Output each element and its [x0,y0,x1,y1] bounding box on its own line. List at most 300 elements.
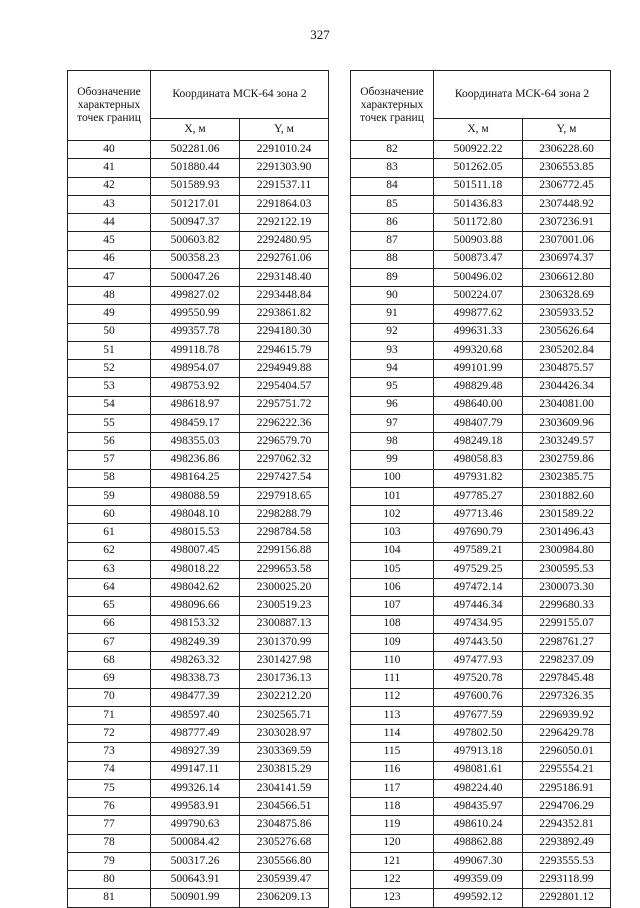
point-id-cell: 123 [351,889,434,907]
table-row [351,268,611,286]
y-coordinate-cell: 2302212.20 [240,688,329,706]
x-coordinate-cell: 498777.49 [151,725,240,743]
point-id-cell: 41 [68,159,151,177]
coord-system-header: Координата МСК-64 зона 2 [151,71,329,119]
table-row [351,761,611,779]
x-coordinate-cell: 498829.48 [434,378,523,396]
point-id-cell: 83 [351,159,434,177]
y-coordinate-cell: 2307001.06 [523,232,611,250]
y-coordinate-cell: 2299653.58 [240,560,329,578]
table-row [68,287,329,305]
table-row [68,214,329,232]
table-row [68,560,329,578]
x-coordinate-cell: 501436.83 [434,195,523,213]
point-id-cell: 53 [68,378,151,396]
point-id-cell: 99 [351,451,434,469]
point-id-cell: 74 [68,761,151,779]
table-row [351,542,611,560]
table-row [351,414,611,432]
table-row [68,433,329,451]
table-row [68,779,329,797]
y-header: Y, м [240,119,329,141]
table-row [68,524,329,542]
table-row [351,597,611,615]
table-row [68,141,329,159]
x-coordinate-cell: 497472.14 [434,579,523,597]
point-id-cell: 71 [68,706,151,724]
table-row [351,816,611,834]
y-coordinate-cell: 2293892.49 [523,834,611,852]
y-coordinate-cell: 2296579.70 [240,433,329,451]
coord-system-header: Координата МСК-64 зона 2 [434,71,611,119]
table-row [351,706,611,724]
x-coordinate-cell: 497446.34 [434,597,523,615]
table-row [68,743,329,761]
page-number: 327 [310,27,330,42]
y-coordinate-cell: 2301370.99 [240,633,329,651]
y-coordinate-cell: 2298288.79 [240,506,329,524]
table-row [68,323,329,341]
point-id-cell: 97 [351,414,434,432]
point-id-cell: 92 [351,323,434,341]
table-row [68,195,329,213]
y-coordinate-cell: 2302759.86 [523,451,611,469]
y-coordinate-cell: 2306772.45 [523,177,611,195]
point-id-cell: 105 [351,560,434,578]
table-row [351,232,611,250]
x-coordinate-cell: 500643.91 [151,871,240,889]
point-id-cell: 51 [68,341,151,359]
point-id-cell: 91 [351,305,434,323]
coordinates-table-left [67,70,329,908]
x-coordinate-cell: 498640.00 [434,396,523,414]
x-coordinate-cell: 501589.93 [151,177,240,195]
x-coordinate-cell: 501262.05 [434,159,523,177]
y-coordinate-cell: 2292480.95 [240,232,329,250]
table-row [351,688,611,706]
y-coordinate-cell: 2304426.34 [523,378,611,396]
y-coordinate-cell: 2294949.88 [240,360,329,378]
table-row [68,378,329,396]
y-coordinate-cell: 2303249.57 [523,433,611,451]
table-row [68,305,329,323]
x-coordinate-cell: 499592.12 [434,889,523,907]
point-id-cell: 63 [68,560,151,578]
y-coordinate-cell: 2305933.52 [523,305,611,323]
x-coordinate-cell: 498355.03 [151,433,240,451]
point-id-cell: 98 [351,433,434,451]
y-coordinate-cell: 2305939.47 [240,871,329,889]
point-id-cell: 52 [68,360,151,378]
x-coordinate-cell: 501172.80 [434,214,523,232]
table-row [351,451,611,469]
point-id-cell: 64 [68,579,151,597]
point-id-cell: 70 [68,688,151,706]
y-coordinate-cell: 2298761.27 [523,633,611,651]
y-header: Y, м [523,119,611,141]
point-id-cell: 56 [68,433,151,451]
table-row [351,779,611,797]
y-coordinate-cell: 2300887.13 [240,615,329,633]
x-coordinate-cell: 500358.23 [151,250,240,268]
table-row [351,725,611,743]
x-coordinate-cell: 497913.18 [434,743,523,761]
y-coordinate-cell: 2291864.03 [240,195,329,213]
table-row [351,670,611,688]
point-id-cell: 58 [68,469,151,487]
x-coordinate-cell: 497589.21 [434,542,523,560]
point-id-cell: 67 [68,633,151,651]
point-id-cell: 54 [68,396,151,414]
x-coordinate-cell: 498610.24 [434,816,523,834]
point-id-cell: 121 [351,852,434,870]
table-row [351,852,611,870]
point-id-cell: 66 [68,615,151,633]
y-coordinate-cell: 2300025.20 [240,579,329,597]
x-coordinate-cell: 500903.88 [434,232,523,250]
point-id-cell: 65 [68,597,151,615]
table-row [68,414,329,432]
table-row [351,195,611,213]
point-id-cell: 116 [351,761,434,779]
x-coordinate-cell: 499827.02 [151,287,240,305]
y-coordinate-cell: 2305202.84 [523,341,611,359]
point-id-cell: 104 [351,542,434,560]
point-id-cell: 57 [68,451,151,469]
table-row [68,670,329,688]
y-coordinate-cell: 2301496.43 [523,524,611,542]
y-coordinate-cell: 2293148.40 [240,268,329,286]
table-row [351,177,611,195]
y-coordinate-cell: 2299156.88 [240,542,329,560]
point-id-cell: 62 [68,542,151,560]
x-coordinate-cell: 497677.59 [434,706,523,724]
x-coordinate-cell: 497600.76 [434,688,523,706]
y-coordinate-cell: 2296939.92 [523,706,611,724]
y-coordinate-cell: 2300073.30 [523,579,611,597]
point-id-cell: 85 [351,195,434,213]
y-coordinate-cell: 2294615.79 [240,341,329,359]
y-coordinate-cell: 2293555.53 [523,852,611,870]
point-id-cell: 108 [351,615,434,633]
y-coordinate-cell: 2297918.65 [240,487,329,505]
table-row [351,506,611,524]
x-coordinate-cell: 498096.66 [151,597,240,615]
point-id-cell: 78 [68,834,151,852]
point-id-cell: 113 [351,706,434,724]
table-row [351,250,611,268]
point-id-cell: 115 [351,743,434,761]
point-id-cell: 106 [351,579,434,597]
y-coordinate-cell: 2306228.60 [523,141,611,159]
x-coordinate-cell: 498224.40 [434,779,523,797]
point-id-cell: 100 [351,469,434,487]
table-row [351,524,611,542]
x-coordinate-cell: 498249.39 [151,633,240,651]
x-coordinate-cell: 498954.07 [151,360,240,378]
y-coordinate-cell: 2304875.57 [523,360,611,378]
point-id-cell: 86 [351,214,434,232]
table-row [68,798,329,816]
point-id-cell: 82 [351,141,434,159]
table-row [351,159,611,177]
y-coordinate-cell: 2305626.64 [523,323,611,341]
y-coordinate-cell: 2306209.13 [240,889,329,907]
y-coordinate-cell: 2295751.72 [240,396,329,414]
y-coordinate-cell: 2301736.13 [240,670,329,688]
x-coordinate-cell: 501217.01 [151,195,240,213]
y-coordinate-cell: 2306328.69 [523,287,611,305]
x-coordinate-cell: 498338.73 [151,670,240,688]
y-coordinate-cell: 2304081.00 [523,396,611,414]
point-id-cell: 120 [351,834,434,852]
table-row [68,268,329,286]
y-coordinate-cell: 2306553.85 [523,159,611,177]
x-coordinate-cell: 498058.83 [434,451,523,469]
x-coordinate-cell: 500603.82 [151,232,240,250]
y-coordinate-cell: 2296050.01 [523,743,611,761]
table-row [68,688,329,706]
point-id-cell: 107 [351,597,434,615]
y-coordinate-cell: 2296429.78 [523,725,611,743]
x-coordinate-cell: 497931.82 [434,469,523,487]
x-coordinate-cell: 498088.59 [151,487,240,505]
coordinates-table-right [350,70,611,908]
y-coordinate-cell: 2297427.54 [240,469,329,487]
table-row [351,214,611,232]
point-id-cell: 88 [351,250,434,268]
table-row [68,597,329,615]
y-coordinate-cell: 2305566.80 [240,852,329,870]
x-coordinate-cell: 498081.61 [434,761,523,779]
x-coordinate-cell: 500224.07 [434,287,523,305]
x-coordinate-cell: 499631.33 [434,323,523,341]
point-id-cell: 110 [351,652,434,670]
point-header: Обозначение характерных точек границ [68,71,151,141]
table-row [68,396,329,414]
x-coordinate-cell: 499326.14 [151,779,240,797]
table-row [351,633,611,651]
table-row [68,652,329,670]
point-id-cell: 95 [351,378,434,396]
y-coordinate-cell: 2295404.57 [240,378,329,396]
y-coordinate-cell: 2297326.35 [523,688,611,706]
y-coordinate-cell: 2305276.68 [240,834,329,852]
table-row [68,889,329,907]
x-coordinate-cell: 498018.22 [151,560,240,578]
y-coordinate-cell: 2299155.07 [523,615,611,633]
table-row [68,341,329,359]
table-row [351,396,611,414]
table-row [68,725,329,743]
x-coordinate-cell: 497713.46 [434,506,523,524]
point-id-cell: 76 [68,798,151,816]
x-coordinate-cell: 499359.09 [434,871,523,889]
table-row [351,889,611,907]
y-coordinate-cell: 2298237.09 [523,652,611,670]
y-coordinate-cell: 2302565.71 [240,706,329,724]
x-coordinate-cell: 497443.50 [434,633,523,651]
point-id-cell: 60 [68,506,151,524]
x-header: X, м [151,119,240,141]
y-coordinate-cell: 2303815.29 [240,761,329,779]
point-id-cell: 77 [68,816,151,834]
x-coordinate-cell: 500922.22 [434,141,523,159]
table-row [351,743,611,761]
table-row [351,341,611,359]
x-coordinate-cell: 497785.27 [434,487,523,505]
point-id-cell: 50 [68,323,151,341]
y-coordinate-cell: 2300984.80 [523,542,611,560]
x-header: X, м [434,119,523,141]
y-coordinate-cell: 2304875.86 [240,816,329,834]
y-coordinate-cell: 2295554.21 [523,761,611,779]
x-coordinate-cell: 498164.25 [151,469,240,487]
y-coordinate-cell: 2297845.48 [523,670,611,688]
point-header: Обозначение характерных точек границ [351,71,434,141]
x-coordinate-cell: 499101.99 [434,360,523,378]
point-id-cell: 102 [351,506,434,524]
point-id-cell: 118 [351,798,434,816]
x-coordinate-cell: 501511.18 [434,177,523,195]
y-coordinate-cell: 2303369.59 [240,743,329,761]
x-coordinate-cell: 498435.97 [434,798,523,816]
y-coordinate-cell: 2306612.80 [523,268,611,286]
x-coordinate-cell: 500084.42 [151,834,240,852]
point-id-cell: 69 [68,670,151,688]
y-coordinate-cell: 2303028.97 [240,725,329,743]
table-row [351,487,611,505]
table-row [68,761,329,779]
y-coordinate-cell: 2302385.75 [523,469,611,487]
y-coordinate-cell: 2300595.53 [523,560,611,578]
y-coordinate-cell: 2294706.29 [523,798,611,816]
point-id-cell: 101 [351,487,434,505]
point-id-cell: 94 [351,360,434,378]
point-id-cell: 42 [68,177,151,195]
table-row [351,360,611,378]
table-row [68,816,329,834]
point-id-cell: 55 [68,414,151,432]
point-id-cell: 112 [351,688,434,706]
point-id-cell: 93 [351,341,434,359]
point-id-cell: 46 [68,250,151,268]
y-coordinate-cell: 2291303.90 [240,159,329,177]
x-coordinate-cell: 501880.44 [151,159,240,177]
x-coordinate-cell: 500901.99 [151,889,240,907]
point-id-cell: 68 [68,652,151,670]
y-coordinate-cell: 2295186.91 [523,779,611,797]
y-coordinate-cell: 2301589.22 [523,506,611,524]
x-coordinate-cell: 497520.78 [434,670,523,688]
table-row [68,360,329,378]
table-row [68,250,329,268]
y-coordinate-cell: 2307236.91 [523,214,611,232]
table-row [351,323,611,341]
table-row [68,451,329,469]
table-row [68,542,329,560]
x-coordinate-cell: 498263.32 [151,652,240,670]
x-coordinate-cell: 497477.93 [434,652,523,670]
x-coordinate-cell: 498249.18 [434,433,523,451]
table-row [351,652,611,670]
point-id-cell: 44 [68,214,151,232]
table-row [68,232,329,250]
y-coordinate-cell: 2299680.33 [523,597,611,615]
table-row [351,469,611,487]
point-id-cell: 114 [351,725,434,743]
point-id-cell: 49 [68,305,151,323]
table-row [351,141,611,159]
x-coordinate-cell: 497529.25 [434,560,523,578]
y-coordinate-cell: 2298784.58 [240,524,329,542]
table-row [68,579,329,597]
y-coordinate-cell: 2294180.30 [240,323,329,341]
point-id-cell: 40 [68,141,151,159]
point-id-cell: 122 [351,871,434,889]
x-coordinate-cell: 498927.39 [151,743,240,761]
y-coordinate-cell: 2293118.99 [523,871,611,889]
table-row [351,305,611,323]
point-id-cell: 59 [68,487,151,505]
y-coordinate-cell: 2296222.36 [240,414,329,432]
point-id-cell: 48 [68,287,151,305]
point-id-cell: 109 [351,633,434,651]
x-coordinate-cell: 499550.99 [151,305,240,323]
point-id-cell: 84 [351,177,434,195]
x-coordinate-cell: 498236.86 [151,451,240,469]
x-coordinate-cell: 499118.78 [151,341,240,359]
x-coordinate-cell: 498459.17 [151,414,240,432]
y-coordinate-cell: 2306974.37 [523,250,611,268]
y-coordinate-cell: 2293861.82 [240,305,329,323]
point-id-cell: 111 [351,670,434,688]
point-id-cell: 61 [68,524,151,542]
table-row [351,433,611,451]
y-coordinate-cell: 2297062.32 [240,451,329,469]
x-coordinate-cell: 500496.02 [434,268,523,286]
table-row [351,834,611,852]
x-coordinate-cell: 499067.30 [434,852,523,870]
x-coordinate-cell: 498477.39 [151,688,240,706]
table-row [68,852,329,870]
x-coordinate-cell: 498048.10 [151,506,240,524]
table-row [351,378,611,396]
x-coordinate-cell: 500873.47 [434,250,523,268]
x-coordinate-cell: 498007.45 [151,542,240,560]
x-coordinate-cell: 498153.32 [151,615,240,633]
x-coordinate-cell: 499583.91 [151,798,240,816]
y-coordinate-cell: 2292761.06 [240,250,329,268]
y-coordinate-cell: 2301427.98 [240,652,329,670]
table-row [68,159,329,177]
x-coordinate-cell: 499147.11 [151,761,240,779]
table-row [68,871,329,889]
point-id-cell: 80 [68,871,151,889]
x-coordinate-cell: 499790.63 [151,816,240,834]
y-coordinate-cell: 2291010.24 [240,141,329,159]
point-id-cell: 75 [68,779,151,797]
x-coordinate-cell: 498753.92 [151,378,240,396]
table-row [68,706,329,724]
table-row [351,287,611,305]
x-coordinate-cell: 499877.62 [434,305,523,323]
point-id-cell: 79 [68,852,151,870]
x-coordinate-cell: 500947.37 [151,214,240,232]
x-coordinate-cell: 499357.78 [151,323,240,341]
point-id-cell: 73 [68,743,151,761]
point-id-cell: 103 [351,524,434,542]
